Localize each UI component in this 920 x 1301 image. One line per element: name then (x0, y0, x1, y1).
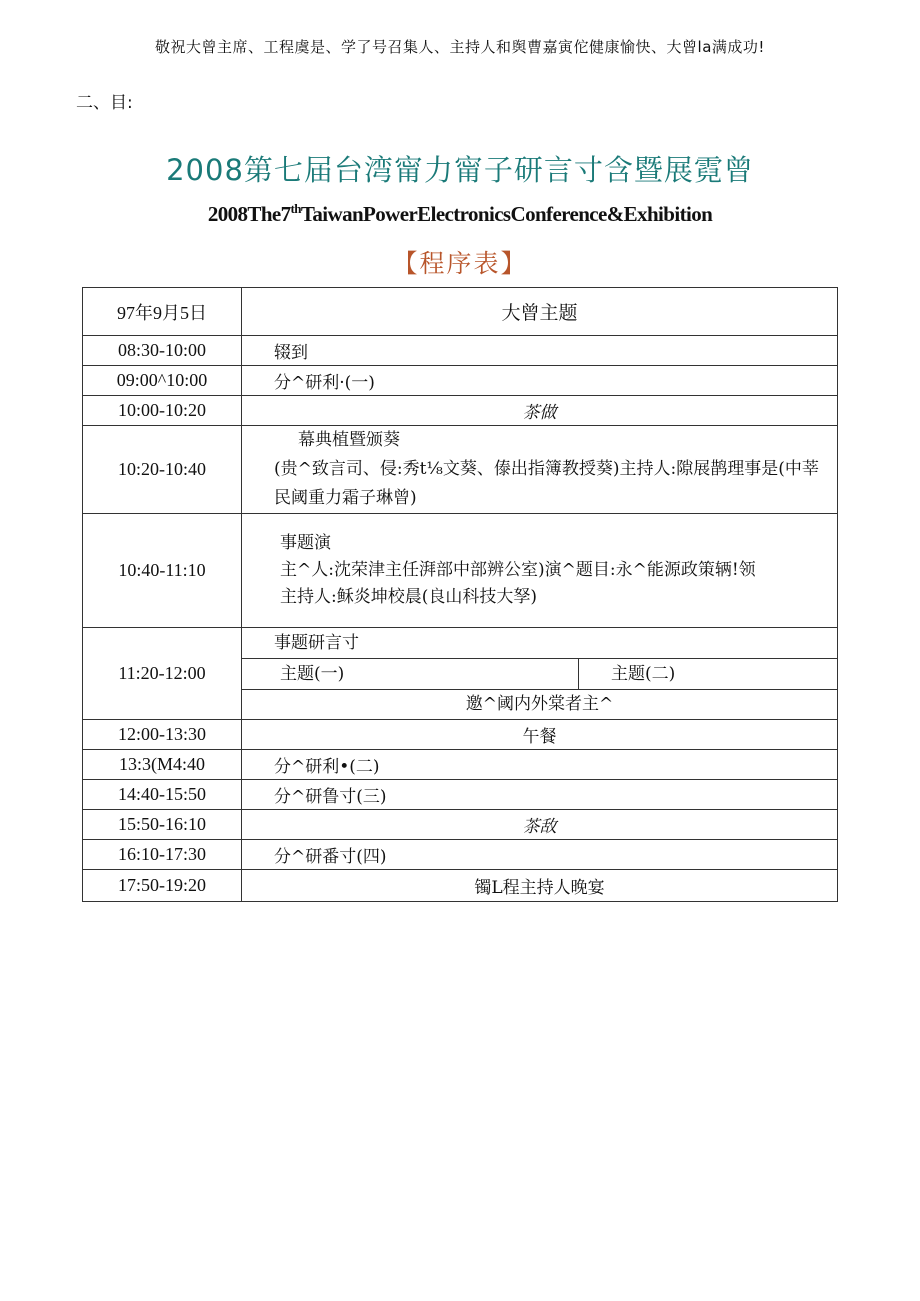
break-cell: 茶敌 (242, 810, 838, 840)
ceremony-details: (贵^致言司、侵:秀t⅛文葵、傣出指簿教授葵)主持人:隙展鹊理事是(中莘民阈重力霜子琳曾) (274, 459, 819, 508)
table-row (83, 780, 838, 810)
time-cell: 08:30-10:00 (83, 336, 242, 366)
program-subtitle: 【程序表】 (392, 249, 528, 278)
keynote-cell (242, 514, 838, 628)
table-row (83, 426, 838, 514)
time-cell: 10:40-11:10 (83, 514, 242, 628)
title-en-suffix: TaiwanPowerElectronicsConference&Exhibition (300, 202, 713, 226)
table-row (83, 840, 838, 870)
time-cell: 17:50-19:20 (83, 870, 242, 902)
keynote-speaker: 主^人:沈荣津主任湃部中部辨公室)演^题目:永^能源政策辆!领 (280, 560, 756, 580)
session-cell: 分^研鲁寸(三) (242, 780, 838, 810)
ceremony-cell (242, 426, 838, 514)
time-cell: 10:00-10:20 (83, 396, 242, 426)
table-row (83, 366, 838, 396)
section-heading: 二、目: (76, 93, 133, 113)
session-cell: 分^研利•(二) (242, 750, 838, 780)
session-cell: 辍到 (242, 336, 838, 366)
time-cell: 14:40-15:50 (83, 780, 242, 810)
lunch-cell: 午餐 (242, 720, 838, 750)
time-cell: 12:00-13:30 (83, 720, 242, 750)
session-cell: 分^研利·(一) (242, 366, 838, 396)
forum-invite: 邀^阈内外棠者主^ (465, 694, 614, 714)
table-row (83, 628, 838, 720)
keynote-host: 主持人:稣炎坤校晨(良山科技大孥) (280, 587, 537, 607)
topic-two: 主题(二) (611, 664, 676, 684)
keynote-title: 事题演 (280, 533, 331, 553)
greeting-line: 敬祝大曾主席、工程虞是、学了号召集人、主持人和舆曹嘉寅佗健康愉快、大曾la满成功! (155, 38, 765, 56)
table-row (83, 514, 838, 628)
theme-header-cell: 大曾主题 (242, 288, 838, 336)
time-cell: 15:50-16:10 (83, 810, 242, 840)
date-cell: 97年9月5日 (83, 288, 242, 336)
table-row (83, 870, 838, 902)
forum-title: 事题研言寸 (242, 628, 837, 659)
table-row (83, 396, 838, 426)
title-chinese: 2008第七届台湾甯力甯子研言寸含暨展霓曾 (166, 153, 754, 187)
table-row (83, 750, 838, 780)
table-row (83, 810, 838, 840)
banquet-cell: 镯L程主持人晚宴 (242, 870, 838, 902)
time-cell: 09:00^10:00 (83, 366, 242, 396)
forum-topics (242, 659, 837, 690)
title-en-superscript: th (290, 201, 301, 216)
time-cell: 16:10-17:30 (83, 840, 242, 870)
forum-cell (242, 628, 838, 720)
time-cell: 10:20-10:40 (83, 426, 242, 514)
title-en-prefix: 2008The7 (207, 202, 291, 226)
break-cell: 茶做 (242, 396, 838, 426)
table-row (83, 336, 838, 366)
title-english (0, 201, 920, 227)
time-cell: 13:3(M4:40 (83, 750, 242, 780)
session-cell: 分^研番寸(四) (242, 840, 838, 870)
topic-one: 主题(一) (242, 659, 579, 689)
schedule-table (82, 287, 838, 902)
ceremony-title: 幕典植暨颁葵 (298, 430, 400, 450)
table-header-row (83, 288, 838, 336)
table-row (83, 720, 838, 750)
time-cell: 11:20-12:00 (83, 628, 242, 720)
